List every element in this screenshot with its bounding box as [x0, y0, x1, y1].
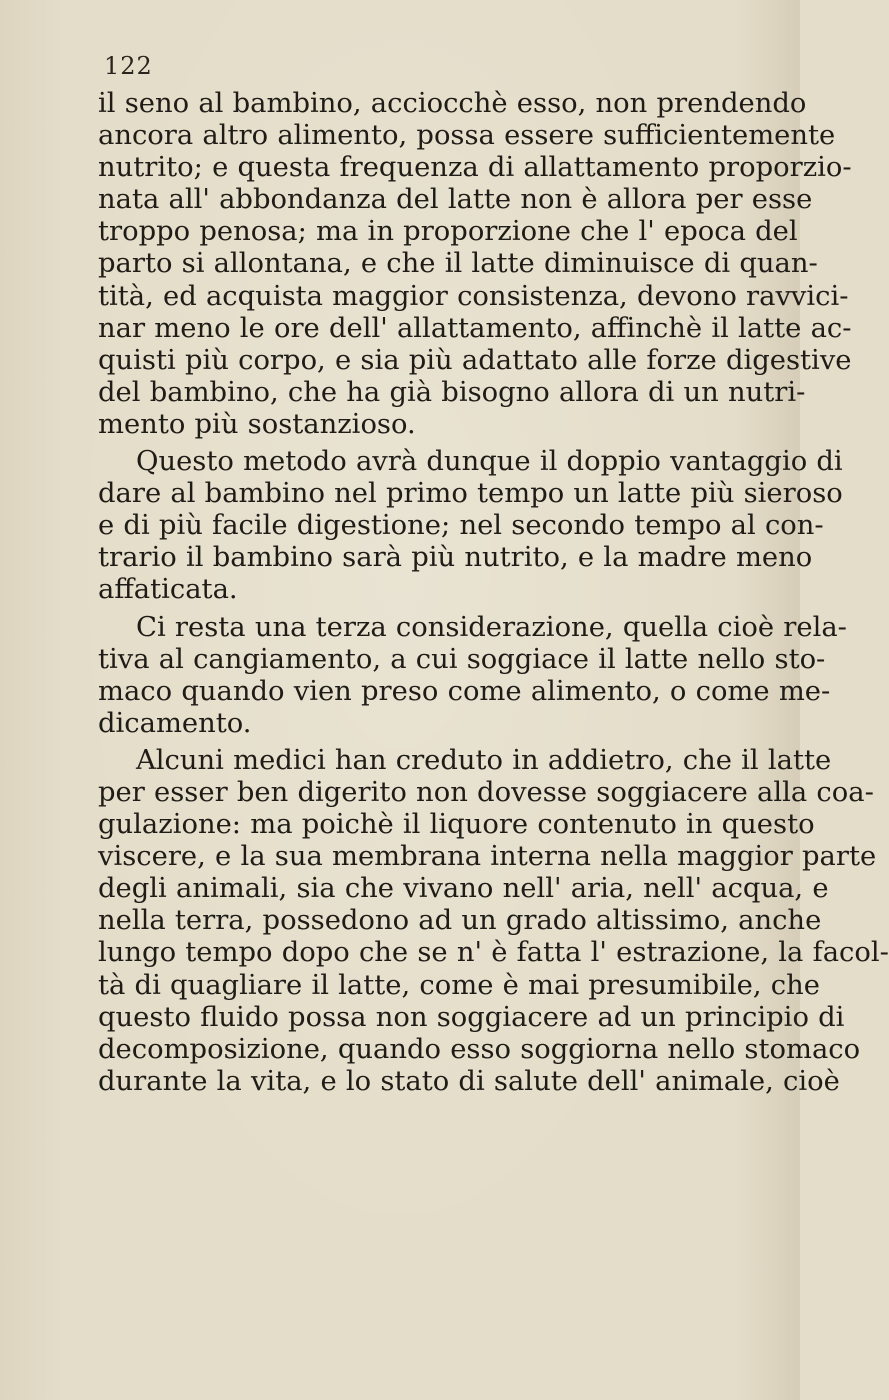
text-line: viscere, e la sua membrana interna nella maggior parte [98, 841, 877, 873]
text-line: dare al bambino nel primo tempo un latte più sieroso [98, 478, 843, 510]
text-line: Alcuni medici han creduto in addietro, che il latte [136, 744, 832, 776]
text-line: degli animali, sia che vivano nell' aria, nell' acqua, e [98, 873, 829, 905]
text-line: e di più facile digestione; nel secondo tempo al con- [98, 510, 824, 542]
text-line: quisti più corpo, e sia più adattato alle forze digestive [98, 344, 852, 376]
text-line: troppo penosa; ma in proporzione che l' epoca del [98, 216, 798, 248]
text-line: affaticata. [98, 574, 238, 606]
text-line: il seno al bambino, acciocchè esso, non prendendo [98, 88, 807, 119]
text-line: durante la vita, e lo stato di salute dell' animale, cioè [98, 1065, 840, 1097]
text-line: maco quando vien preso come alimento, o come me- [98, 675, 831, 707]
text-line: nutrito; e questa frequenza di allattamento proporzio- [98, 152, 852, 184]
text-line: parto si allontana, e che il latte diminuisce di quan- [98, 248, 818, 280]
paragraph-3 [98, 611, 847, 740]
text-line: del bambino, che ha già bisogno allora di un nutri- [98, 376, 806, 408]
body-text [98, 88, 889, 1098]
paragraph-2 [98, 446, 843, 606]
text-line: per esser ben digerito non dovesse soggiacere alla coa- [98, 776, 874, 808]
text-line: mento più sostanzioso. [98, 408, 416, 440]
text-line: nata all' abbondanza del latte non è allora per esse [98, 184, 813, 216]
text-line: nar meno le ore dell' allattamento, affinchè il latte ac- [98, 312, 852, 344]
text-line: dicamento. [98, 707, 252, 739]
text-line: tà di quagliare il latte, come è mai presumibile, che [98, 969, 820, 1001]
text-line: Questo metodo avrà dunque il doppio vantaggio di [136, 446, 843, 478]
text-line: ancora altro alimento, possa essere sufficientemente [98, 120, 836, 152]
text-line: trario il bambino sarà più nutrito, e la madre meno [98, 542, 813, 574]
text-line: tità, ed acquista maggior consistenza, devono ravvici- [98, 280, 849, 312]
paragraph-1 [98, 88, 852, 441]
text-line: gulazione: ma poichè il liquore contenuto in questo [98, 809, 815, 841]
text-line: tiva al cangiamento, a cui soggiace il latte nello sto- [98, 643, 826, 675]
text-line: nella terra, possedono ad un grado altissimo, anche [98, 905, 822, 937]
text-line: Ci resta una terza considerazione, quella cioè rela- [136, 611, 847, 643]
paragraph-4 [98, 744, 889, 1098]
text-line: lungo tempo dopo che se n' è fatta l' estrazione, la facol- [98, 937, 889, 969]
page-number: 122 [104, 52, 153, 80]
text-line: questo fluido possa non soggiacere ad un principio di [98, 1001, 845, 1033]
text-line: decomposizione, quando esso soggiorna nello stomaco [98, 1033, 861, 1065]
